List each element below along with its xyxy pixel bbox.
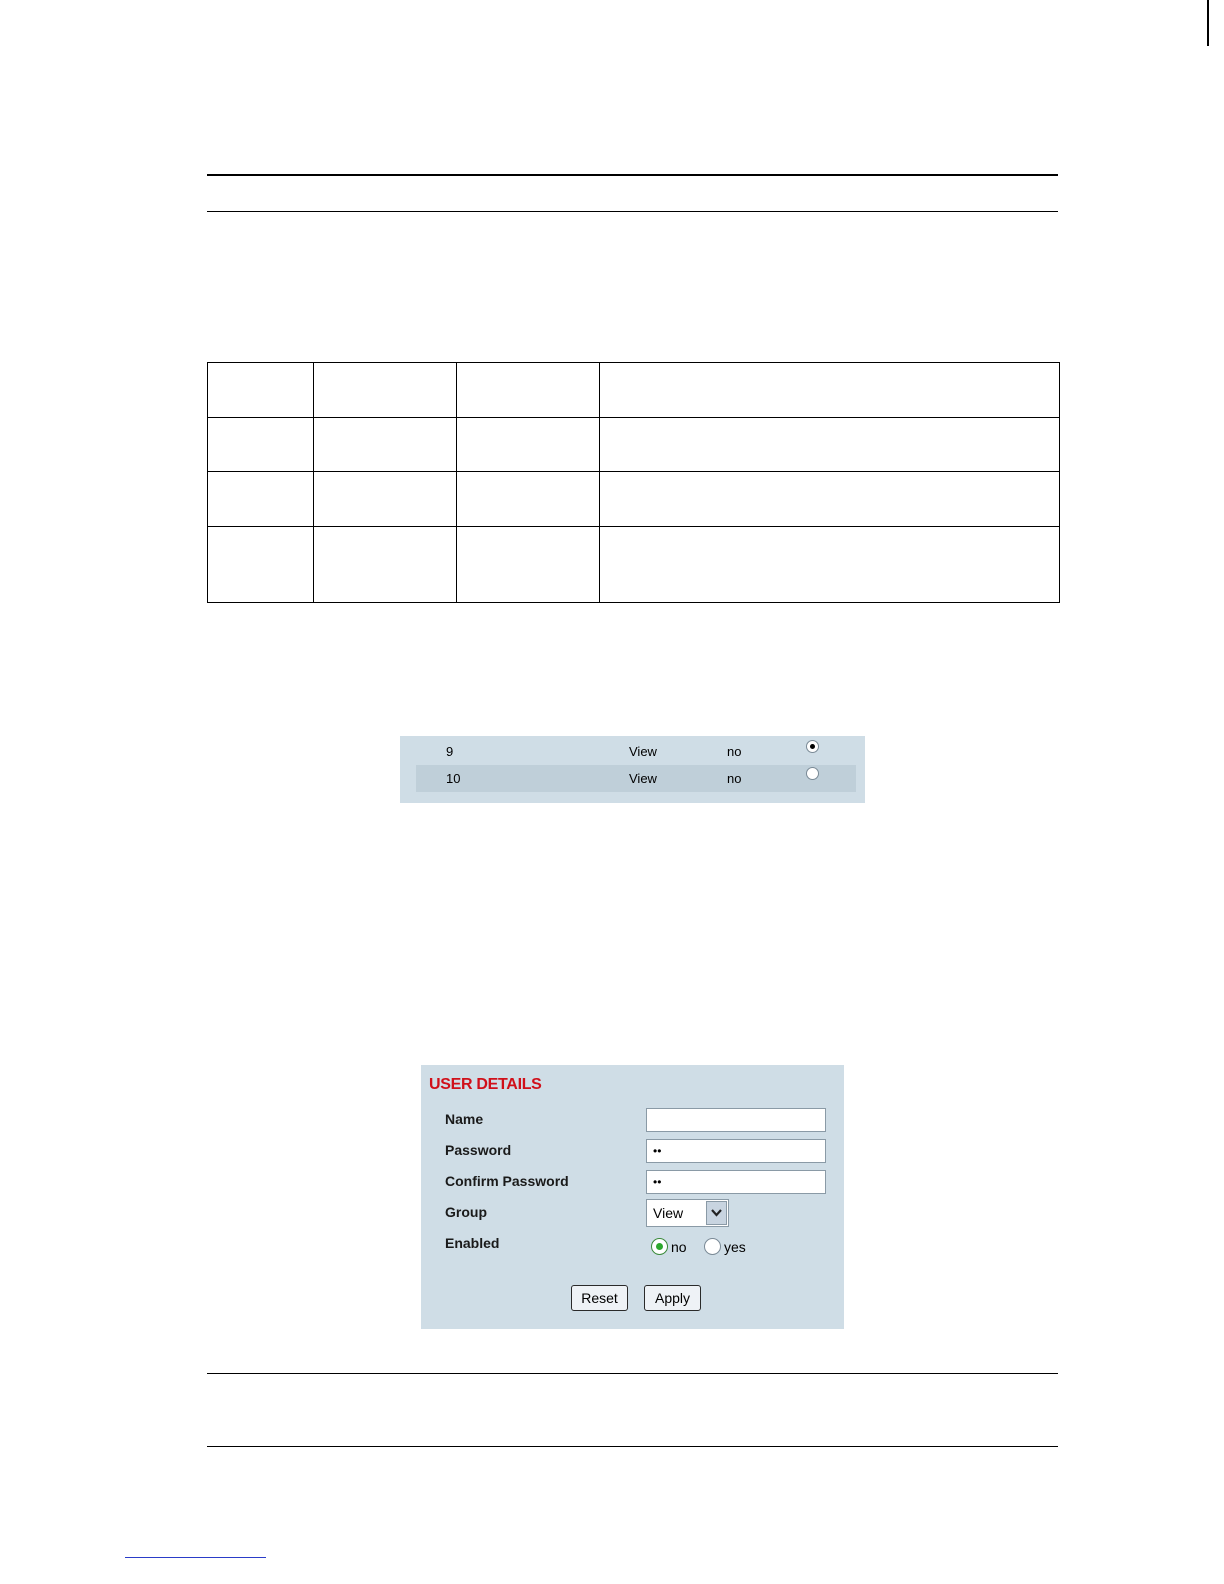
user-select-radio[interactable] [806, 740, 819, 753]
name-field[interactable] [646, 1108, 826, 1132]
enabled-yes-radio[interactable] [704, 1238, 721, 1255]
enabled-no-label: no [671, 1238, 687, 1255]
footer-rule-top [207, 1373, 1058, 1374]
user-enabled: no [727, 771, 742, 786]
enabled-no-option[interactable] [651, 1238, 687, 1255]
table-row [208, 363, 1060, 418]
margin-mark [1207, 0, 1209, 46]
header-rule-top [207, 174, 1058, 176]
reset-button[interactable]: Reset [571, 1285, 628, 1311]
user-enabled: no [727, 744, 742, 759]
group-label: Group [445, 1204, 487, 1220]
apply-button[interactable]: Apply [644, 1285, 701, 1311]
user-select-radio[interactable] [806, 767, 819, 780]
parameter-table [207, 362, 1060, 603]
password-field[interactable]: •• [646, 1139, 826, 1163]
chevron-down-icon[interactable] [706, 1201, 727, 1225]
group-select-value: View [653, 1205, 684, 1221]
user-group: View [629, 744, 657, 759]
confirm-password-label: Confirm Password [445, 1173, 569, 1189]
table-row [208, 418, 1060, 472]
user-row[interactable] [416, 738, 856, 765]
user-id: 10 [446, 771, 461, 786]
enabled-label: Enabled [445, 1235, 500, 1251]
panel-title: USER DETAILS [429, 1076, 542, 1093]
footer-rule-bottom [207, 1446, 1058, 1447]
header-rule-bottom [207, 211, 1058, 212]
table-row [208, 472, 1060, 527]
group-select[interactable] [646, 1199, 729, 1227]
enabled-no-radio[interactable] [651, 1238, 668, 1255]
user-list [400, 736, 865, 803]
user-row[interactable] [416, 765, 856, 792]
enabled-yes-label: yes [724, 1238, 746, 1255]
password-label: Password [445, 1142, 512, 1158]
enabled-yes-option[interactable] [704, 1238, 746, 1255]
user-details-panel [421, 1065, 844, 1329]
user-group: View [629, 771, 657, 786]
confirm-password-field[interactable]: •• [646, 1170, 826, 1194]
name-label: Name [445, 1111, 484, 1127]
user-id: 9 [446, 744, 454, 759]
table-row [208, 527, 1060, 603]
footnote-link-underline [125, 1557, 266, 1558]
